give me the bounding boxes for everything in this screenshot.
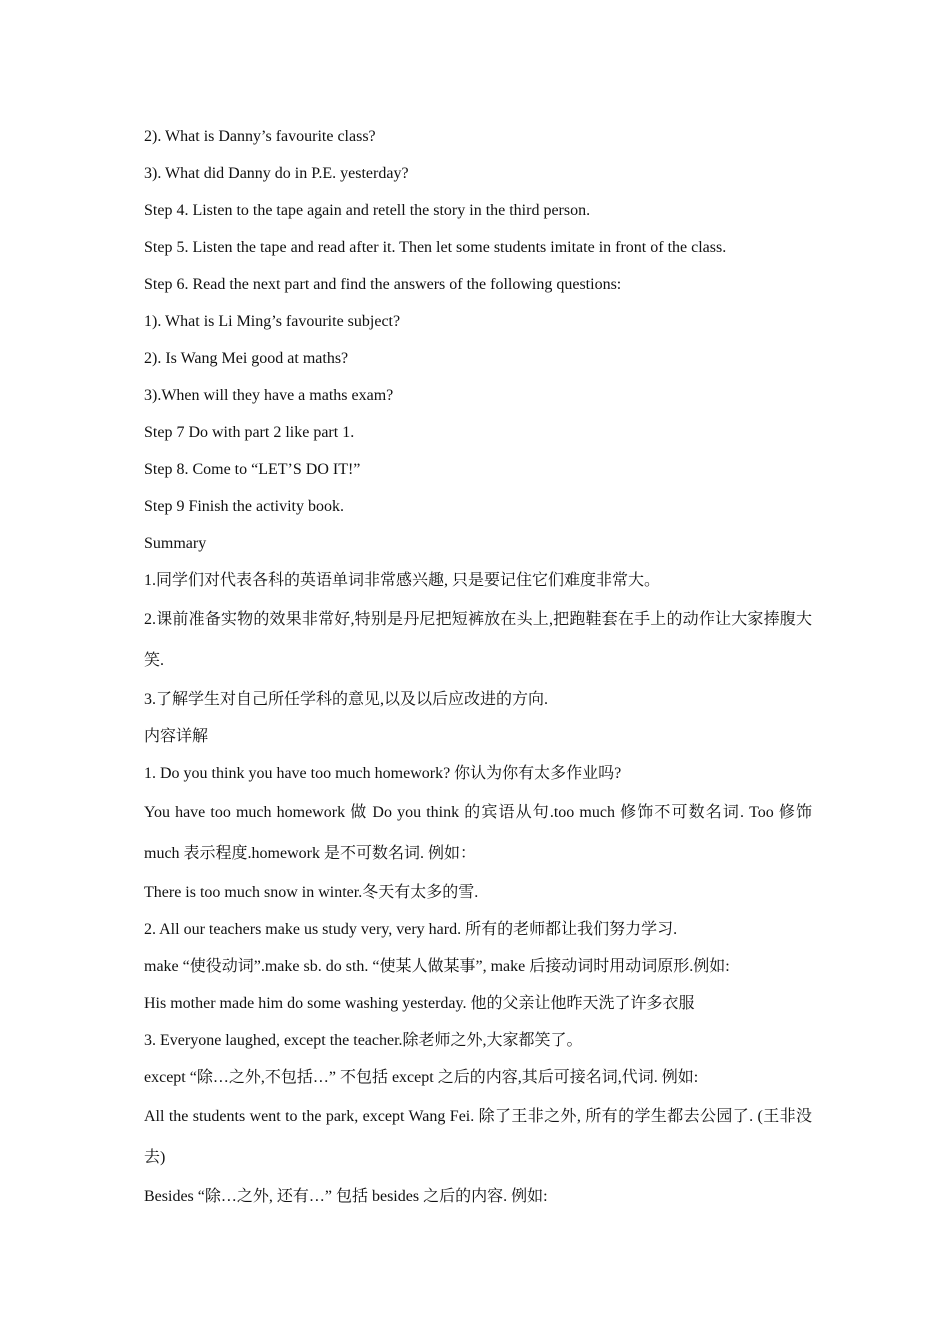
detail-3-example: All the students went to the park, except Wang Fei. 除了王非之外, 所有的学生都去公园了. (王非没去) — [144, 1108, 812, 1166]
step-7: Step 7 Do with part 2 like part 1. — [144, 424, 355, 441]
detail-2-explanation: make “使役动词”.make sb. do sth. “使某人做某事”, make 后接动词时用动词原形.例如: — [144, 958, 730, 975]
details-heading: 内容详解 — [144, 728, 209, 745]
summary-point-2: 2.课前准备实物的效果非常好,特别是丹尼把短裤放在头上,把跑鞋套在手上的动作让大家捧腹大笑. — [144, 611, 812, 669]
detail-3-sentence: 3. Everyone laughed, except the teacher.除老师之外,大家都笑了。 — [144, 1032, 583, 1049]
question-danny-pe: 3). What did Danny do in P.E. yesterday? — [144, 165, 409, 182]
step-5: Step 5. Listen the tape and read after it. Then let some students imitate in front of the class. — [144, 239, 727, 256]
step-6: Step 6. Read the next part and find the answers of the following questions: — [144, 276, 622, 293]
document-body — [144, 118, 812, 1215]
question-maths-exam: 3).When will they have a maths exam? — [144, 387, 394, 404]
summary-point-3: 3.了解学生对自己所任学科的意见,以及以后应改进的方向. — [144, 691, 549, 708]
step-9: Step 9 Finish the activity book. — [144, 498, 344, 515]
question-wang-mei-maths: 2). Is Wang Mei good at maths? — [144, 350, 349, 367]
detail-3-explanation: except “除…之外,不包括…” 不包括 except 之后的内容,其后可接名词,代词. 例如: — [144, 1069, 699, 1086]
detail-1-sentence: 1. Do you think you have too much homework? 你认为你有太多作业吗? — [144, 765, 622, 782]
detail-2-sentence: 2. All our teachers make us study very, very hard. 所有的老师都让我们努力学习. — [144, 921, 678, 938]
step-8: Step 8. Come to “LET’S DO IT!” — [144, 461, 361, 478]
detail-1-explanation: You have too much homework 做 Do you think 的宾语从句.too much 修饰不可数名词. Too 修饰 much 表示程度.homework 是不可数名词. 例如： — [144, 804, 812, 862]
detail-2-example: His mother made him do some washing yesterday. 他的父亲让他昨天洗了许多衣服 — [144, 995, 695, 1012]
question-danny-favourite-class: 2). What is Danny’s favourite class? — [144, 128, 376, 145]
summary-heading: Summary — [144, 535, 207, 552]
step-4: Step 4. Listen to the tape again and retell the story in the third person. — [144, 202, 591, 219]
besides-explanation: Besides “除…之外, 还有…” 包括 besides 之后的内容. 例如: — [144, 1188, 548, 1205]
detail-1-example: There is too much snow in winter.冬天有太多的雪. — [144, 884, 479, 901]
question-li-ming-subject: 1). What is Li Ming’s favourite subject? — [144, 313, 401, 330]
summary-point-1: 1.同学们对代表各科的英语单词非常感兴趣, 只是要记住它们难度非常大。 — [144, 572, 661, 589]
